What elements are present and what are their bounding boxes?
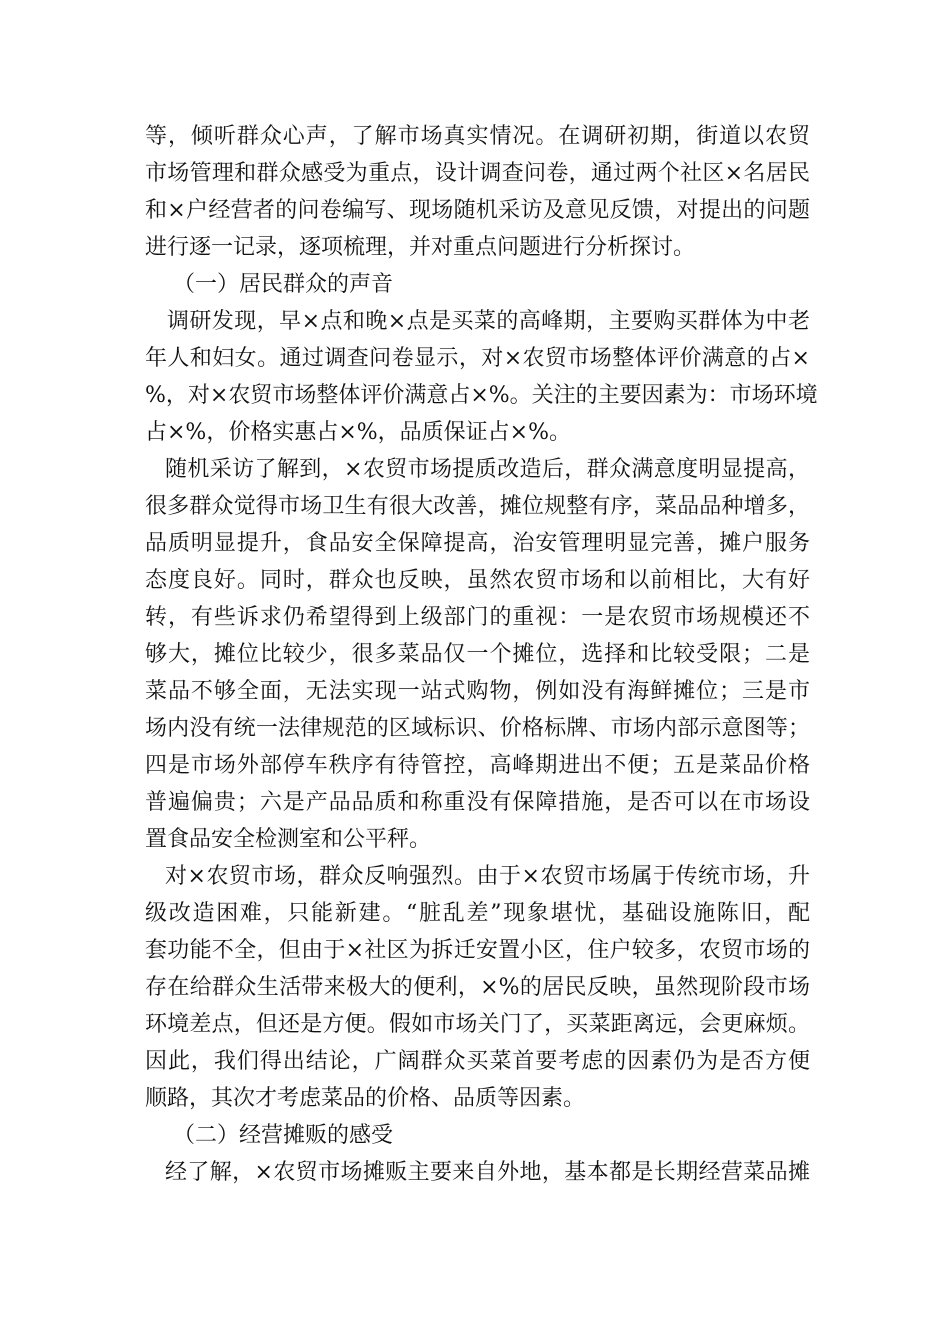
text-line: %，对×农贸市场整体评价满意占×%。关注的主要因素为：市场环境 [145, 383, 818, 408]
paragraph-intro [145, 118, 810, 266]
text-line: 套功能不全，但由于×社区为拆迁安置小区，住户较多，农贸市场的 [145, 938, 810, 963]
heading-vendors-feelings [145, 1117, 810, 1154]
text-line: 年人和妇女。通过调查问卷显示，对×农贸市场整体评价满意的占× [145, 346, 810, 371]
text-line: 对×农贸市场，群众反响强烈。由于×农贸市场属于传统市场，升 [165, 864, 810, 889]
paragraph-vendors-intro [145, 1154, 810, 1191]
paragraph-market-reaction [145, 858, 810, 1117]
paragraph-survey-findings [145, 303, 818, 451]
text-line: 环境差点，但还是方便。假如市场关门了，买菜距离远，会更麻烦。 [145, 1012, 810, 1037]
text-line: 占×%，价格实惠占×%，品质保证占×%。 [145, 420, 572, 445]
text-line: 和×户经营者的问卷编写、现场随机采访及意见反馈，对提出的问题 [145, 198, 810, 223]
text-line: 置食品安全检测室和公平秤。 [145, 827, 432, 852]
text-line: 因此，我们得出结论，广阔群众买菜首要考虑的因素仍为是否方便 [145, 1049, 810, 1074]
text-line: 调研发现，早×点和晚×点是买菜的高峰期，主要购买群体为中老 [167, 309, 810, 334]
text-line: 品质明显提升，食品安全保障提高，治安管理明显完善，摊户服务 [145, 531, 810, 556]
text-line: 等，倾听群众心声，了解市场真实情况。在调研初期，街道以农贸 [145, 124, 810, 149]
text-line: 进行逐一记录，逐项梳理，并对重点问题进行分析探讨。 [145, 235, 696, 260]
text-line: 场内没有统一法律规范的区域标识、价格标牌、市场内部示意图等； [145, 716, 810, 741]
text-line: 转，有些诉求仍希望得到上级部门的重视：一是农贸市场规模还不 [145, 605, 810, 630]
text-line: 够大，摊位比较少，很多菜品仅一个摊位，选择和比较受限；二是 [145, 642, 810, 667]
text-line: 随机采访了解到，×农贸市场提质改造后，群众满意度明显提高， [165, 457, 810, 482]
text-line: 态度良好。同时，群众也反映，虽然农贸市场和以前相比，大有好 [145, 568, 810, 593]
paragraph-random-interviews [145, 451, 810, 858]
text-line: 顺路，其次才考虑菜品的价格、品质等因素。 [145, 1086, 586, 1111]
text-line: 经了解，×农贸市场摊贩主要来自外地，基本都是长期经营菜品摊 [165, 1160, 810, 1185]
section-heading: （二）经营摊贩的感受 [173, 1123, 394, 1148]
text-line: 菜品不够全面，无法实现一站式购物，例如没有海鲜摊位；三是市 [145, 679, 810, 704]
text-line: 很多群众觉得市场卫生有很大改善，摊位规整有序，菜品品种增多， [145, 494, 810, 519]
text-line: 市场管理和群众感受为重点，设计调查问卷，通过两个社区×名居民 [145, 161, 810, 186]
heading-residents-voice [145, 266, 810, 303]
text-line: 四是市场外部停车秩序有待管控，高峰期进出不便；五是菜品价格 [145, 753, 810, 778]
text-line: 存在给群众生活带来极大的便利，×%的居民反映，虽然现阶段市场 [145, 975, 810, 1000]
text-line: 级改造困难，只能新建。“脏乱差”现象堪忧，基础设施陈旧，配 [145, 901, 810, 926]
section-heading: （一）居民群众的声音 [173, 272, 394, 297]
document-page [145, 118, 818, 1191]
text-line: 普遍偏贵；六是产品品质和称重没有保障措施，是否可以在市场设 [145, 790, 810, 815]
